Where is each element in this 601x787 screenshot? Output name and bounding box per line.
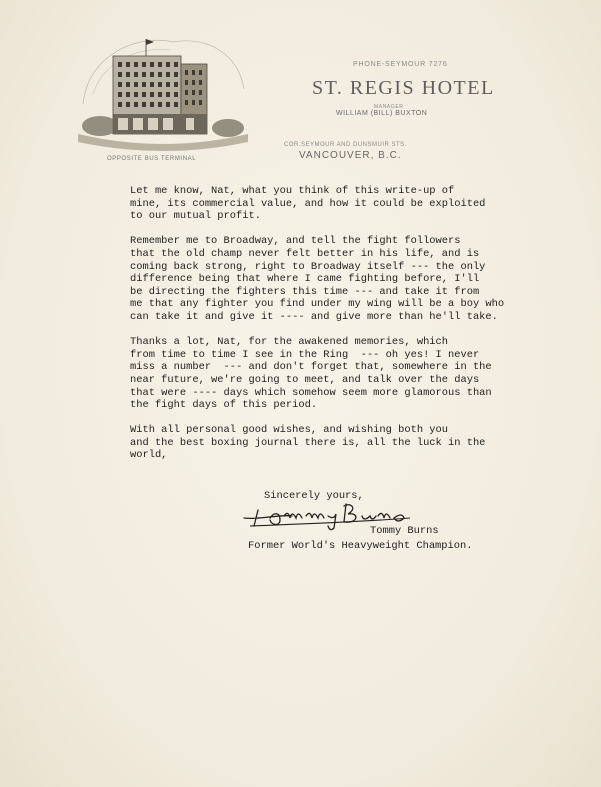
letterhead-caption: OPPOSITE BUS TERMINAL: [107, 156, 197, 162]
letter-body: [130, 185, 570, 475]
paragraph: Thanks a lot, Nat, for the awakened memories, which from time to time I see in the Ring --- oh yes! I never miss a number --- and don't forget that, somewhere in the near future, we're going to meet, and talk over the days that were ---- days which somehow seem more glamorous than the fight days of this period.: [130, 336, 492, 412]
manager-label: MANAGER: [374, 104, 404, 110]
manager-name: WILLIAM (BILL) BUXTON: [336, 110, 428, 117]
paragraph: Remember me to Broadway, and tell the fight followers that the old champ never felt better in his life, and is coming back strong, right to Broadway itself --- the only difference being that where I came fighting before, I'll be directing the fighters this time --- and take it from me that any fighter you find under my wing will be a boy who can take it and give it ---- and give more than he'll take.: [130, 235, 505, 323]
hotel-phone: PHONE-SEYMOUR 7276: [353, 61, 448, 68]
typed-title: Former World's Heavyweight Champion.: [248, 540, 473, 552]
hotel-name: ST. REGIS HOTEL: [312, 77, 495, 99]
hotel-building-engraving: [78, 34, 248, 156]
paragraph: With all personal good wishes, and wishing both you and the best boxing journal there is, all the luck in the world,: [130, 424, 486, 462]
typed-name: Tommy Burns: [370, 525, 439, 537]
hotel-city: VANCOUVER, B.C.: [299, 150, 402, 161]
paragraph: Let me know, Nat, what you think of this write-up of mine, its commercial value, and how it could be exploited to our mutual profit.: [130, 185, 486, 223]
closing: Sincerely yours,: [264, 490, 364, 502]
hotel-address: COR.SEYMOUR AND DUNSMUIR STS.: [284, 142, 407, 148]
